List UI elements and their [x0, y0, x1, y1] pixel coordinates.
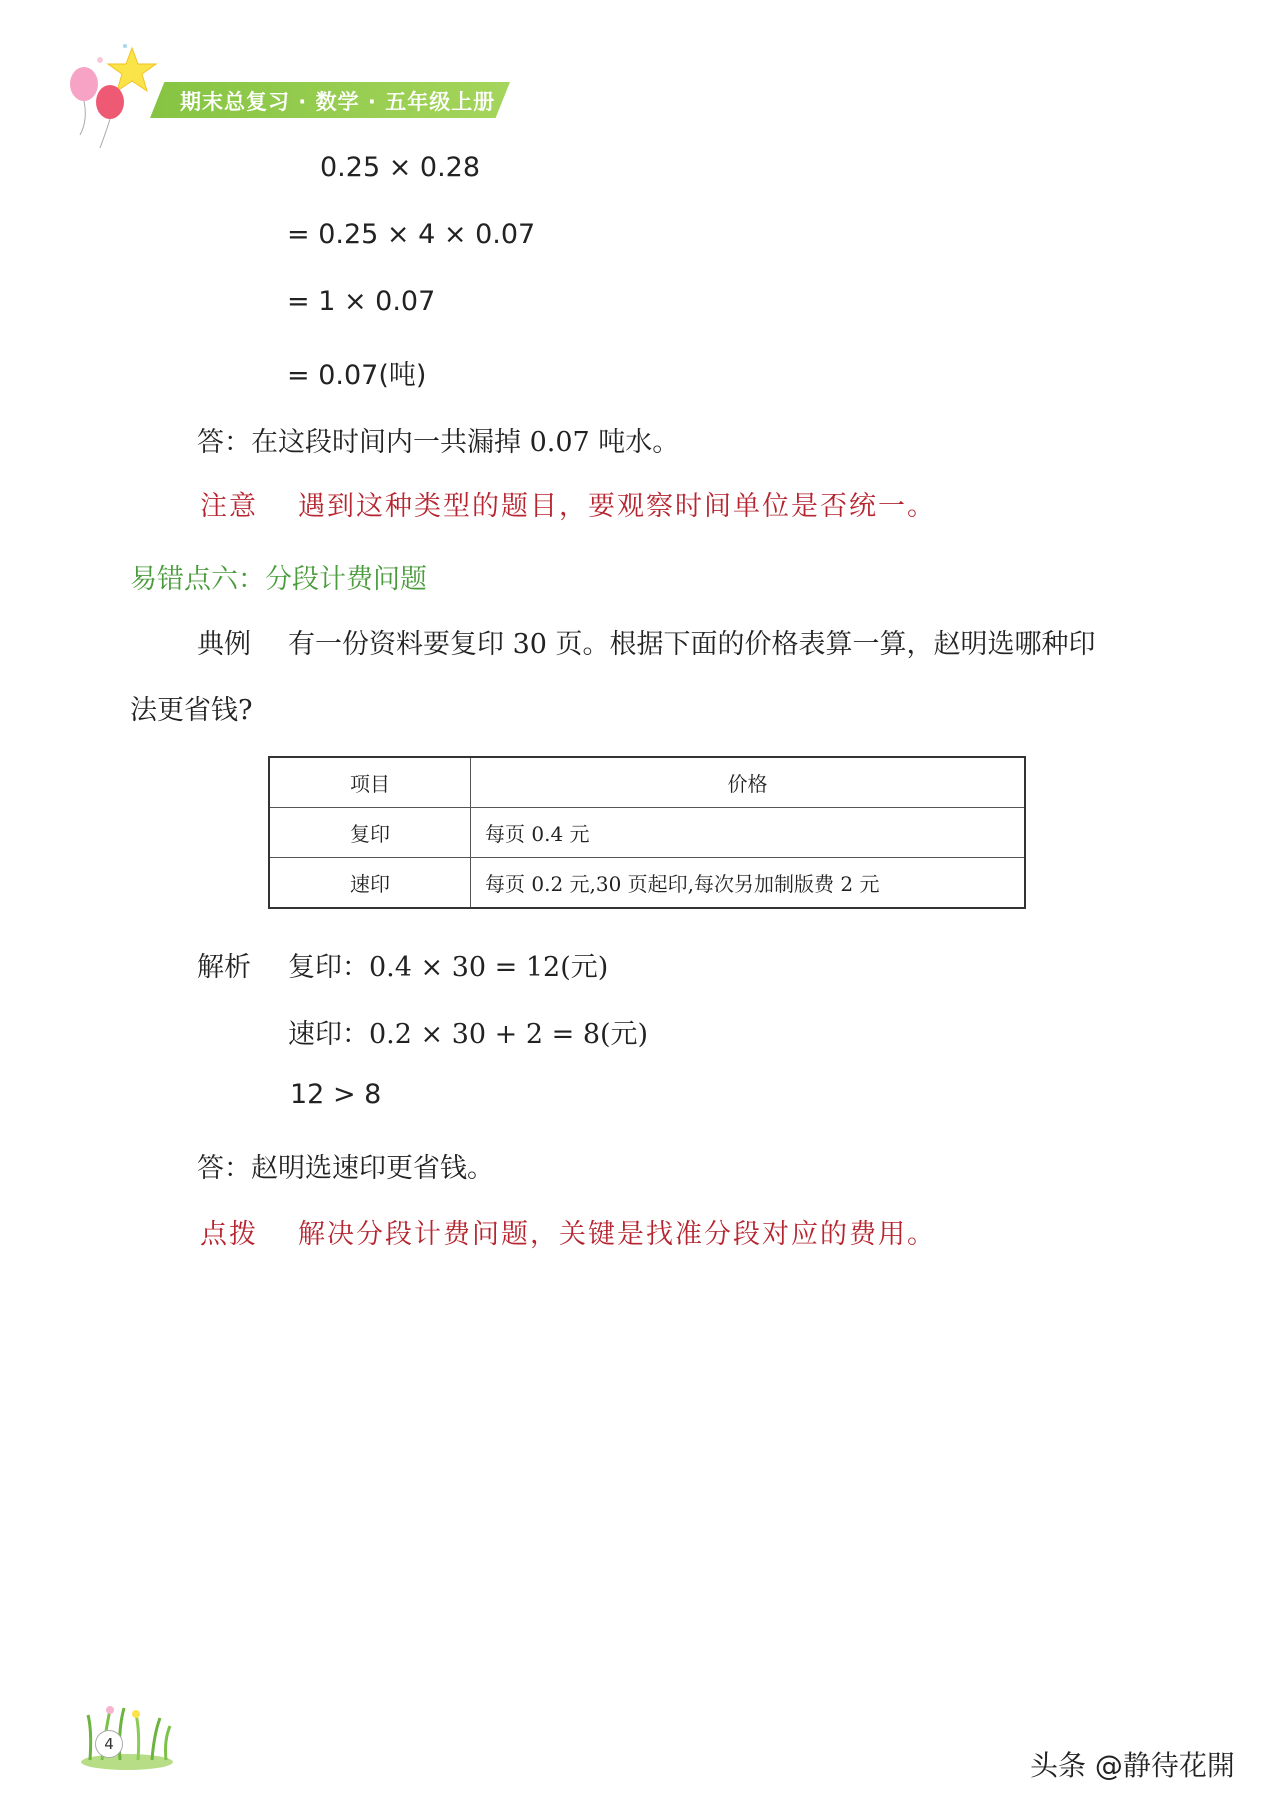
table-cell-name: 复印 — [269, 808, 471, 858]
analysis-label: 解析 — [197, 952, 251, 983]
table-row — [269, 808, 1025, 858]
note-text: 遇到这种类型的题目，要观察时间单位是否统一。 — [298, 491, 936, 522]
tip-text: 解决分段计费问题，关键是找准分段对应的费用。 — [298, 1219, 936, 1250]
answer-1: 答：在这段时间内一共漏掉 0.07 吨水。 — [197, 427, 680, 458]
section-heading: 易错点六：分段计费问题 — [130, 564, 427, 595]
analysis-line-1: 复印：0.4 × 30 = 12(元) — [288, 952, 609, 983]
example-label: 典例 — [197, 629, 251, 660]
calc-line-3: = 1 × 0.07 — [287, 286, 436, 317]
table-cell-name: 速印 — [269, 858, 471, 909]
table-header-row — [269, 757, 1025, 808]
table-header-item: 项目 — [269, 757, 471, 808]
grass-decoration-icon — [80, 1700, 175, 1770]
note-label: 注意 — [200, 491, 258, 522]
header-title: 期末总复习 · 数学 · 五年级上册 — [180, 90, 496, 114]
tip-label: 点拨 — [200, 1219, 258, 1250]
watermark: 头条 @静待花開 — [1030, 1749, 1235, 1782]
calc-line-2: = 0.25 × 4 × 0.07 — [287, 219, 536, 250]
analysis-line-2: 速印：0.2 × 30 + 2 = 8(元) — [288, 1019, 649, 1050]
analysis-line-3: 12 > 8 — [290, 1079, 382, 1110]
page-number: 4 — [95, 1730, 123, 1758]
price-table — [268, 756, 1026, 909]
table-header-price: 价格 — [471, 757, 1026, 808]
table-cell-price: 每页 0.2 元,30 页起印,每次另加制版费 2 元 — [471, 858, 1026, 909]
page-header — [70, 40, 520, 150]
calc-line-4: = 0.07(吨) — [287, 360, 427, 391]
calc-line-1: 0.25 × 0.28 — [320, 152, 481, 183]
example-text-line-2: 法更省钱? — [130, 695, 253, 726]
table-row — [269, 858, 1025, 909]
example-text-line-1: 有一份资料要复印 30 页。根据下面的价格表算一算，赵明选哪种印 — [288, 629, 1096, 660]
table-cell-price: 每页 0.4 元 — [471, 808, 1026, 858]
answer-2: 答：赵明选速印更省钱。 — [197, 1153, 494, 1184]
